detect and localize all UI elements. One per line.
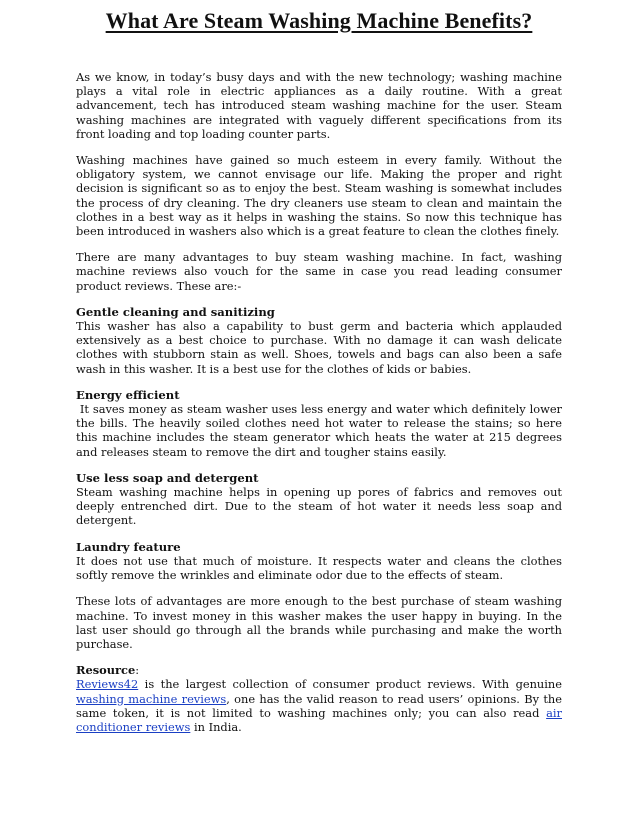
section-body: This washer has also a capability to bust germ and bacteria which applauded extensively as a best choice to purchase. With no damage it can wash delicate clothes with stubborn stain as well. Shoes, towels and bags can also been a safe wash in this washer. It is a best use for the clothes of kids or babies. <box>76 319 562 376</box>
section-heading: Use less soap and detergent <box>76 470 259 485</box>
section-heading: Energy efficient <box>76 387 180 402</box>
intro-paragraph-3: There are many advantages to buy steam washing machine. In fact, washing machine reviews also vouch for the same in case you read leading consumer product reviews. These are:- <box>76 250 562 293</box>
resource-text: , one has the valid reason to read users’ opinions. By the same token, it is not limited to washing machines only; you can also read <box>76 691 562 720</box>
intro-paragraph-2: Washing machines have gained so much esteem in every family. Without the obligatory system, we cannot envisage our life. Making the proper and right decision is significant so as to enjoy the best. Steam washing is somewhat includes the process of dry cleaning. The dry cleaners use steam to clean and maintain the clothes in a best way as it helps in washing the stains. So now this technique has been introduced in washers also which is a great feature to clean the clothes finely. <box>76 153 562 239</box>
air-conditioner-reviews-link[interactable]: air conditioner reviews <box>76 705 562 734</box>
section-laundry-feature <box>76 540 562 583</box>
section-heading: Gentle cleaning and sanitizing <box>76 304 275 319</box>
intro-paragraph-1: As we know, in today’s busy days and with the new technology; washing machine plays a vital role in electric appliances as a daily routine. With a great advancement, tech has introduced steam washing machine for the user. Steam washing machines are integrated with vaguely different specifications from its front loading and top loading counter parts. <box>76 70 562 141</box>
document-body <box>76 70 566 746</box>
resource-text: in India. <box>190 719 242 734</box>
section-body: It does not use that much of moisture. It respects water and cleans the clothes softly remove the wrinkles and eliminate odor due to the effects of steam. <box>76 553 562 583</box>
section-heading: Laundry feature <box>76 539 181 554</box>
closing-paragraph: These lots of advantages are more enough to the best purchase of steam washing machine. To invest money in this washer makes the user happy in buying. In the last user should go through all the brands while purchasing and make the worth purchase. <box>76 594 562 651</box>
resource-section <box>76 663 562 734</box>
document-title: What Are Steam Washing Machine Benefits? <box>105 8 533 33</box>
resource-heading-line <box>76 663 562 677</box>
section-body: Steam washing machine helps in opening up pores of fabrics and removes out deeply entrenched dirt. Due to the steam of hot water it needs less soap and detergent. <box>76 485 562 528</box>
resource-body <box>76 677 562 734</box>
reviews42-link[interactable]: Reviews42 <box>76 677 139 692</box>
section-energy-efficient <box>76 387 566 459</box>
resource-text: is the largest collection of consumer product reviews. With genuine <box>138 677 562 692</box>
section-body: It saves money as steam washer uses less energy and water which definitely lower the bills. The heavily soiled clothes need hot water to release the stains; so here this machine includes the steam generator which heats the water at 215 degrees and releases steam to remove the dirt and tougher stains easily. <box>76 402 566 459</box>
section-gentle-cleaning <box>76 305 562 376</box>
section-less-soap <box>76 471 562 528</box>
resource-heading-colon: : <box>135 663 140 678</box>
resource-heading: Resource <box>76 663 136 678</box>
washing-machine-reviews-link[interactable]: washing machine reviews <box>76 691 227 706</box>
